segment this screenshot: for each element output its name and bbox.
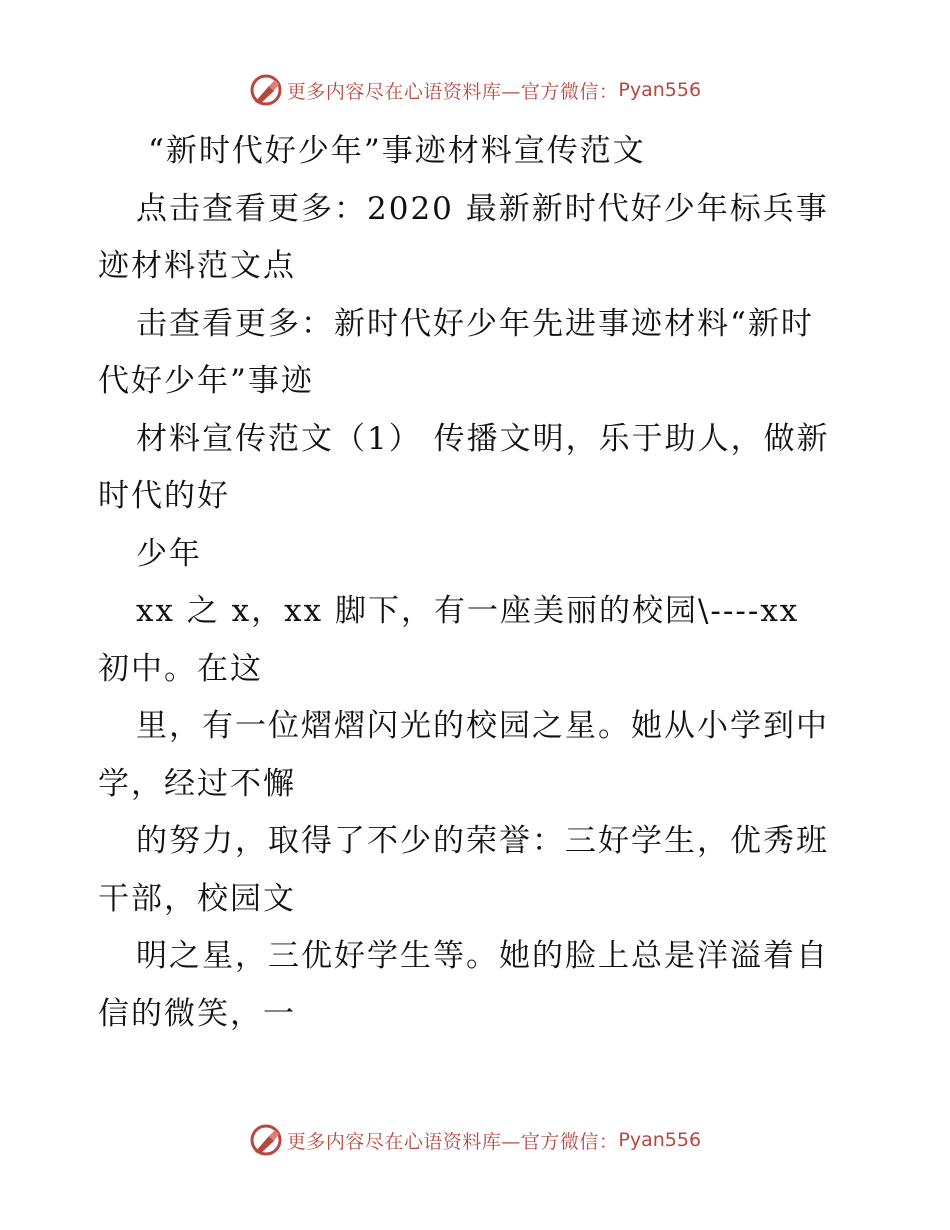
paragraph-line: 的努力，取得了不少的荣誉：三好学生，优秀班 xyxy=(136,823,829,859)
paragraph-line: 学，经过不懈 xyxy=(98,765,296,802)
header-banner xyxy=(0,70,950,110)
paragraph-line: 明之星，三优好学生等。她的脸上总是洋溢着自 xyxy=(136,938,829,974)
paragraph-line: 时代的好 xyxy=(98,478,230,514)
paragraph-line: 材料宣传范文（1） 传播文明，乐于助人，做新 xyxy=(136,420,830,457)
document-body xyxy=(98,123,858,1043)
pen-seal-icon xyxy=(249,73,283,107)
footer-banner xyxy=(0,1120,950,1160)
paragraph-line: 迹材料范文点 xyxy=(98,248,296,284)
paragraph-line: 信的微笑，一 xyxy=(98,995,296,1032)
banner-wechat-id: Pyan556 xyxy=(618,1129,702,1151)
paragraph-line: 少年 xyxy=(136,535,202,572)
paragraph-line: 初中。在这 xyxy=(98,650,263,687)
paragraph-line: 里，有一位熠熠闪光的校园之星。她从小学到中 xyxy=(136,708,829,744)
paragraph-line: 代好少年”事迹 xyxy=(98,363,314,399)
paragraph-line: 击查看更多：新时代好少年先进事迹材料“新时 xyxy=(136,305,814,342)
banner-wechat-id: Pyan556 xyxy=(618,79,702,101)
paragraph-line: xx 之 x，xx 脚下，有一座美丽的校园\----xx xyxy=(136,593,800,629)
banner-text: 更多内容尽在心语资料库—官方微信： xyxy=(286,80,619,103)
paragraph-line: 干部，校园文 xyxy=(98,880,296,917)
banner-text: 更多内容尽在心语资料库—官方微信： xyxy=(286,1130,619,1153)
pen-seal-icon xyxy=(249,1123,283,1157)
document-title: “新时代好少年”事迹材料宣传范文 xyxy=(148,133,646,169)
paragraph-line: 点击查看更多：2020 最新新时代好少年标兵事 xyxy=(136,190,829,227)
